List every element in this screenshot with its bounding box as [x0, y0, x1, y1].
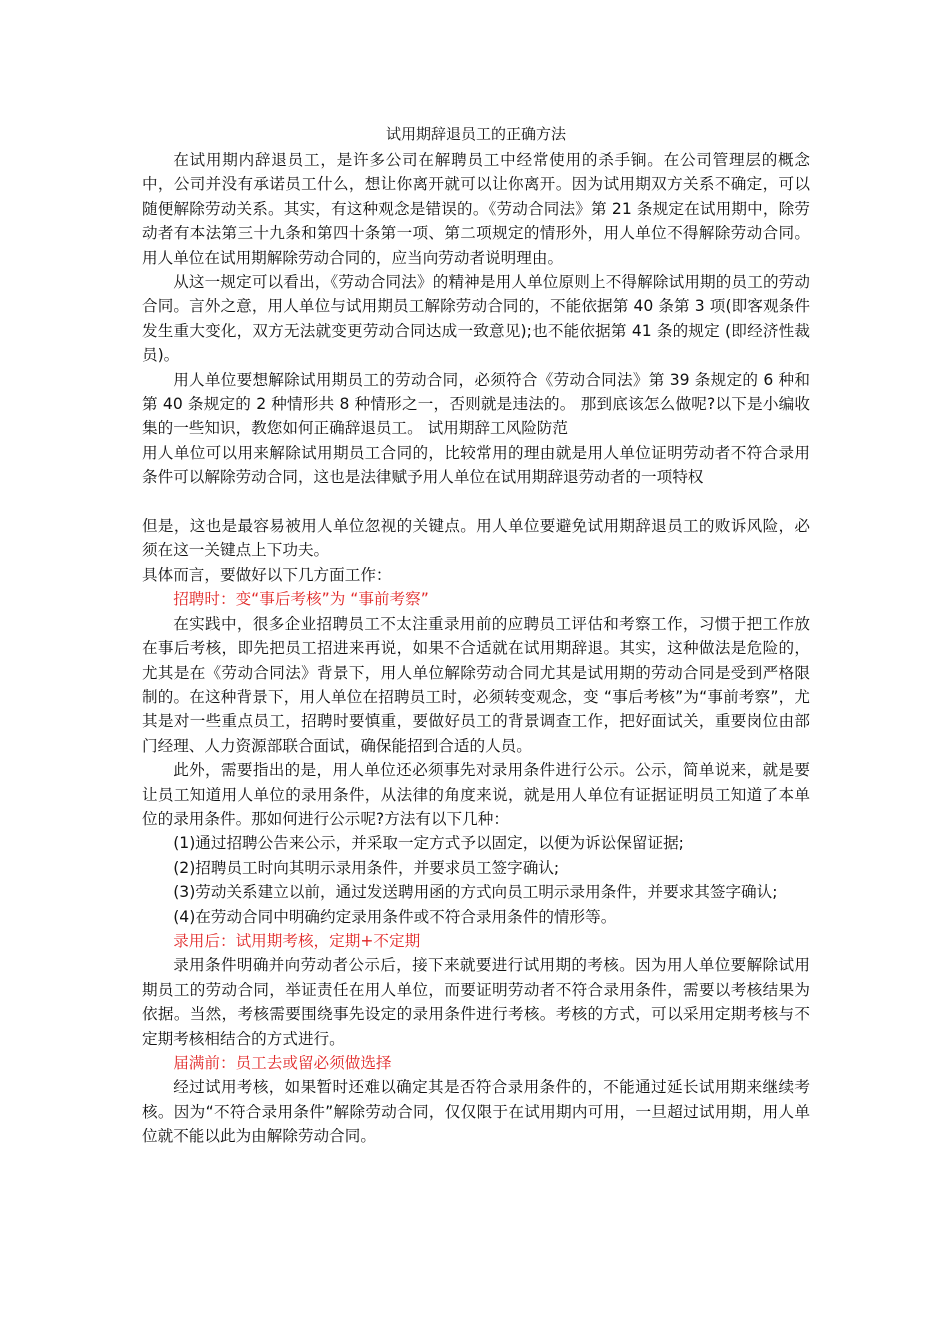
paragraph-key-point: 但是，这也是最容易被用人单位忽视的关键点。用人单位要避免试用期辞退员工的败诉风险，必须在这一关键点上下功夫。: [142, 517, 810, 560]
paragraph-rule-analysis: 从这一规定可以看出，《劳动合同法》的精神是用人单位原则上不得解除试用期的员工的劳动合同。言外之意，用人单位与试用期员工解除劳动合同的，不能依据第 40 条第 3 项(即客观条件发生重大变化，双方无法就变更劳动合同达成一致意见);也不能依据第 41 条的规定 (即经济性裁员)。: [142, 273, 810, 365]
section-heading-after-hiring: 录用后：试用期考核，定期+不定期: [173, 931, 421, 950]
paragraph-recruitment-practice: 在实践中，很多企业招聘员工不太注重录用前的应聘员工评估和考察工作，习惯于把工作放在事后考核，即先把员工招进来再说，如果不合适就在试用期辞退。其实，这种做法是危险的，尤其是在《劳动合同法》背景下，用人单位解除劳动合同尤其是试用期的劳动合同是受到严格限制的。在这种背景下，用人单位在招聘员工时，必须转变观念，变 “事后考核”为“事前考察”，尤其是对一些重点员工，招聘时要慎重，要做好员工的背景调查工作，把好面试关，重要岗位由部门经理、人力资源部联合面试，确保能招到合适的人员。: [142, 614, 810, 755]
section-heading-recruitment: 招聘时：变“事后考核”为 “事前考察”: [173, 590, 429, 609]
list-item-4: (4)在劳动合同中明确约定录用条件或不符合录用条件的情形等。: [173, 907, 617, 926]
list-item-2: (2)招聘员工时向其明示录用条件，并要求员工签字确认;: [173, 858, 560, 877]
paragraph-assessment: 录用条件明确并向劳动者公示后，接下来就要进行试用期的考核。因为用人单位要解除试用期员工的劳动合同，举证责任在用人单位，而要证明劳动者不符合录用条件，需要以考核结果为依据。当然，考核需要围绕事先设定的录用条件进行考核。考核的方式，可以采用定期考核与不定期考核相结合的方式进行。: [142, 956, 810, 1048]
paragraph-common-reason: 用人单位可以用来解除试用期员工合同的，比较常用的理由就是用人单位证明劳动者不符合录用条件可以解除劳动合同，这也是法律赋予用人单位在试用期辞退劳动者的一项特权: [142, 443, 810, 487]
list-item-3: (3)劳动关系建立以前，通过发送聘用函的方式向员工明示录用条件，并要求其签字确认;: [173, 883, 778, 902]
paragraph-publicity: 此外，需要指出的是，用人单位还必须事先对录用条件进行公示。公示，简单说来，就是要让员工知道用人单位的录用条件，从法律的角度来说，就是用人单位有证据证明员工知道了本单位的录用条件。那如何进行公示呢?方法有以下几种：: [142, 761, 810, 828]
list-item-1: (1)通过招聘公告来公示，并采取一定方式予以固定，以便为诉讼保留证据;: [173, 834, 684, 853]
blank-line: [142, 490, 810, 514]
document-page: [142, 124, 810, 1149]
page-title: 试用期辞退员工的正确方法: [385, 125, 566, 143]
paragraph-conditions: 用人单位要想解除试用期员工的劳动合同，必须符合《劳动合同法》第 39 条规定的 6 种和第 40 条规定的 2 种情形共 8 种情形之一，否则就是违法的。 那到底该怎么做呢?以下是小编收集的一些知识，教您如何正确辞退员工。 试用期辞工风险防范: [142, 370, 810, 438]
paragraph-decision: 经过试用考核，如果暂时还难以确定其是否符合录用条件的，不能通过延长试用期来继续考核。因为“不符合录用条件”解除劳动合同，仅仅限于在试用期内可用，一旦超过试用期，用人单位就不能以此为由解除劳动合同。: [142, 1078, 810, 1146]
paragraph-specifics: 具体而言，要做好以下几方面工作：: [142, 565, 392, 584]
paragraph-intro: 在试用期内辞退员工，是许多公司在解聘员工中经常使用的杀手锏。在公司管理层的概念中，公司并没有承诺员工什么，想让你离开就可以让你离开。因为试用期双方关系不确定，可以随便解除劳动关系。其实，有这种观念是错误的。《劳动合同法》第 21 条规定在试用期中，除劳动者有本法第三十九条和第四十条第一项、第二项规定的情形外，用人单位不得解除劳动合同。用人单位在试用期解除劳动合同的，应当向劳动者说明理由。: [142, 151, 810, 267]
section-heading-before-expiry: 届满前：员工去或留必须做选择: [173, 1054, 392, 1073]
